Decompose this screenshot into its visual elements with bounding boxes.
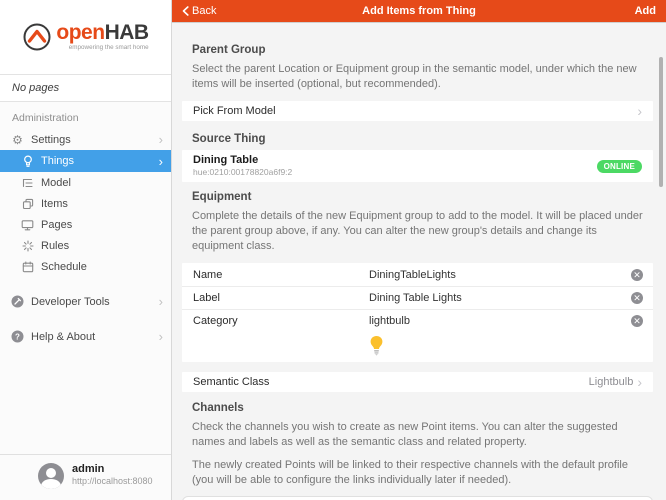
equipment-description: Complete the details of the new Equipment group to add to the model. It will be placed under the parent group above, if any. You can alter the new group's details and change its equipment class. xyxy=(192,210,643,252)
pick-from-model-row[interactable] xyxy=(182,101,653,121)
semantic-class-row[interactable] xyxy=(182,372,653,392)
sidebar-item-model[interactable] xyxy=(0,172,171,193)
thing-uid: hue:0210:00178820a6f9:2 xyxy=(193,167,293,177)
openhab-logo-icon xyxy=(22,22,52,52)
category-field-row xyxy=(182,309,653,332)
sidebar-item-label: Rules xyxy=(41,239,70,252)
add-button[interactable]: Add xyxy=(634,5,656,17)
parent-group-title: Parent Group xyxy=(192,44,266,56)
sidebar-item-label: Help & About xyxy=(31,330,96,343)
chevron-left-icon xyxy=(182,6,189,16)
sidebar-item-label: Pages xyxy=(41,218,73,231)
back-label: Back xyxy=(192,5,217,17)
monitor-icon xyxy=(21,218,34,231)
semantic-class-value: Lightbulb xyxy=(588,376,634,388)
equipment-title: Equipment xyxy=(192,191,252,203)
logo-hab: HAB xyxy=(104,21,149,45)
page-content xyxy=(172,22,666,500)
source-thing-title: Source Thing xyxy=(192,133,266,145)
sidebar-item-rules[interactable] xyxy=(0,235,171,256)
category-preview-row xyxy=(182,332,653,362)
chevron-right-icon: › xyxy=(637,374,642,390)
administration-section-label: Administration xyxy=(12,112,79,124)
lightbulb-icon xyxy=(21,155,34,168)
main-panel xyxy=(172,0,666,500)
semantic-class-label: Semantic Class xyxy=(193,376,270,388)
chevron-right-icon: › xyxy=(158,132,163,147)
search-channels-bar xyxy=(182,496,653,500)
chevron-right-icon: › xyxy=(637,103,642,119)
source-thing-row[interactable] xyxy=(182,150,653,182)
category-input[interactable] xyxy=(369,315,631,327)
gear-icon: ⚙ xyxy=(12,132,23,147)
lightbulb-preview-icon xyxy=(369,335,384,356)
logo-open: open xyxy=(56,21,105,45)
sidebar-item-settings[interactable] xyxy=(0,129,171,150)
openhab-logo-text xyxy=(56,22,148,51)
model-tree-icon xyxy=(21,176,34,189)
thing-name: Dining Table xyxy=(193,154,259,166)
copy-icon xyxy=(21,197,34,210)
channels-description-2: The newly created Points will be linked to their respective channels with the default profile (you will be able to configure the links individually later if needed). xyxy=(192,459,628,486)
category-field-label: Category xyxy=(193,315,238,327)
sidebar-item-label: Developer Tools xyxy=(31,295,110,308)
channels-title: Channels xyxy=(192,402,244,414)
pick-from-model-label: Pick From Model xyxy=(193,105,276,117)
chevron-right-icon: › xyxy=(158,153,163,169)
name-input[interactable] xyxy=(369,269,631,281)
sidebar-item-developer-tools[interactable] xyxy=(0,291,171,312)
svg-text:?: ? xyxy=(15,332,20,342)
channels-description-1: Check the channels you wish to create as new Point items. You can alter the suggested names and labels as well as the semantic class and related property. xyxy=(192,421,618,448)
help-icon xyxy=(11,330,24,343)
sidebar-item-items[interactable] xyxy=(0,193,171,214)
label-input[interactable] xyxy=(369,292,631,304)
user-url: http://localhost:8080 xyxy=(72,476,153,486)
sidebar-item-things[interactable] xyxy=(0,150,171,172)
no-pages-label: No pages xyxy=(0,75,171,102)
user-name: admin xyxy=(72,463,105,475)
name-field-row xyxy=(182,263,653,286)
sidebar xyxy=(0,0,172,500)
sidebar-item-label: Things xyxy=(41,155,75,167)
sidebar-item-pages[interactable] xyxy=(0,214,171,235)
label-field-label: Label xyxy=(193,292,220,304)
sidebar-item-label: Items xyxy=(41,197,68,210)
clear-name-icon[interactable]: ✕ xyxy=(631,269,643,281)
calendar-icon xyxy=(21,260,34,273)
name-field-label: Name xyxy=(193,268,223,281)
chevron-right-icon: › xyxy=(158,294,163,309)
clear-label-icon[interactable]: ✕ xyxy=(631,292,643,304)
sidebar-item-help-about[interactable] xyxy=(0,326,171,347)
sidebar-item-schedule[interactable] xyxy=(0,256,171,277)
back-button[interactable] xyxy=(182,5,216,17)
developer-tools-icon xyxy=(11,295,24,308)
parent-group-description: Select the parent Location or Equipment group in the semantic model, under which the new items will be inserted (optional, but recommended). xyxy=(192,63,637,90)
sidebar-item-label: Settings xyxy=(31,133,71,146)
clear-category-icon[interactable]: ✕ xyxy=(631,315,643,327)
chevron-right-icon: › xyxy=(158,329,163,344)
sidebar-item-label: Schedule xyxy=(41,260,87,273)
spark-icon xyxy=(21,239,34,252)
logo-tagline: empowering the smart home xyxy=(68,44,149,52)
avatar xyxy=(38,463,64,489)
label-field-row xyxy=(182,286,653,309)
navbar xyxy=(172,0,666,22)
page-title: Add Items from Thing xyxy=(362,5,476,17)
scrollbar[interactable] xyxy=(659,57,663,187)
user-account[interactable] xyxy=(0,454,171,500)
sidebar-item-label: Model xyxy=(41,176,71,189)
openhab-logo xyxy=(0,0,171,75)
status-badge: ONLINE xyxy=(597,160,642,173)
